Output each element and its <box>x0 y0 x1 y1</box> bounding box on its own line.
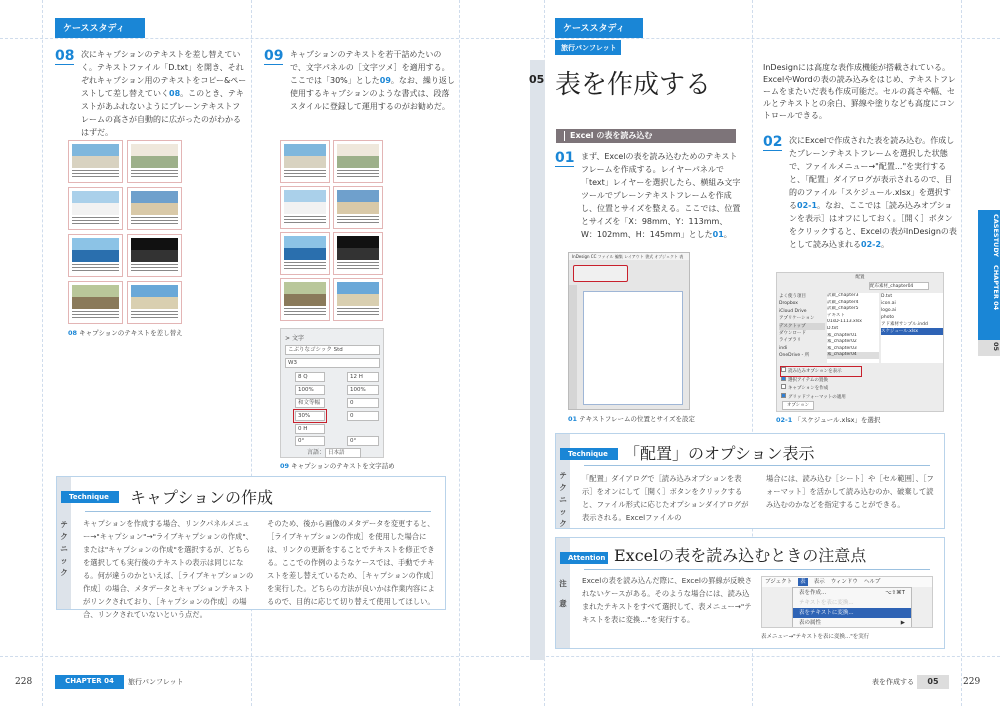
photo-thumbnail <box>127 140 182 183</box>
step-text: 。なお、ここでは［読み込みオプションを表示］はオフにしておく。［開く］ボタンをクリックすると、Excelの表がInDesignの表として読み込まれる <box>789 201 957 249</box>
tools-panel[interactable] <box>569 285 577 409</box>
menu-item[interactable]: 表の属性 ▶ <box>799 620 905 626</box>
caption-text: キャプションのテキストを差し替え <box>79 329 183 337</box>
step-text: キャプションのテキストを若干詰めたいので、文字パネルの［文字ツメ］を適用する。ここでは「30%」とした <box>290 50 450 85</box>
list-item[interactable]: 素_chapter04 <box>827 352 879 359</box>
step-number: 01 <box>555 150 575 166</box>
technique-text: 「配置」ダイアログで［読み込みオプションを表示］をオンにして［開く］ボタンをクリックすると、ファイル形式に応じたオプションダイアログが表示される。Excelファイルの <box>582 474 749 522</box>
list-item[interactable]: 01sD-1113.xlsx <box>827 319 862 325</box>
figure-ref: 09 <box>379 76 391 85</box>
option-checkbox[interactable]: 読み込みオプションを表示 <box>781 367 861 376</box>
panel-title-text: 文字 <box>291 335 304 342</box>
attention-badge: Attention <box>560 552 608 564</box>
attention-box <box>555 537 945 649</box>
caption-layout-figure <box>280 140 385 325</box>
chapter-badge: CHAPTER 04 <box>55 675 124 689</box>
font-field[interactable]: こぶりなゴシック Std <box>285 345 380 355</box>
page-number: 229 <box>963 677 981 687</box>
list-item[interactable]: 訳載_chapter5 <box>827 306 859 312</box>
page-number: 228 <box>15 677 33 687</box>
list-item[interactable]: アド素材サンプル.indd <box>881 322 928 327</box>
figure-caption <box>280 461 395 470</box>
list-item[interactable]: 素_chapter01 <box>827 332 857 338</box>
intro-text: InDesignには高度な表作成機能が搭載されている。ExcelやWordの表の読み込みをはじめ、テキストフレームをまたいだ表も作成可能だ。セルの高さや幅、セルとテキストとの余白、罫線や塗りなども高度にコントロールできる。 <box>763 63 956 120</box>
page-title: 表を作成する <box>555 70 712 100</box>
menu-bar-item[interactable]: ヘルプ <box>863 579 881 585</box>
step-08 <box>55 48 247 139</box>
figure-number: 09 <box>280 462 290 470</box>
list-item[interactable]: OneDrive - 所 <box>779 353 810 359</box>
menu-item[interactable]: テキストを表に変換... <box>799 600 854 606</box>
guide-line <box>0 38 1000 39</box>
guide-line <box>459 0 460 706</box>
photo-thumbnail <box>127 234 182 277</box>
guide-line <box>42 0 43 706</box>
caption-text: 「スケジュール.xlsx」を選択 <box>794 416 881 424</box>
list-item[interactable]: D.txt <box>827 325 839 331</box>
folder-select[interactable]: 配布素材_chapter04 <box>869 282 929 290</box>
dialog-title: 配置 <box>855 275 865 280</box>
header-tab: ケーススタディ <box>555 18 643 38</box>
figure-caption <box>68 328 183 337</box>
option-checkbox[interactable]: 選択アイテムの置換 <box>781 376 941 385</box>
baseline-field[interactable]: 0 H <box>295 424 325 434</box>
step-text: 次にキャプションのテキストを差し替えていく。テキストファイル「D.txt」を開き、それぞれキャプション用のテキストをコピー&ペーストして差し替えていく <box>81 50 247 98</box>
list-item[interactable]: ライブラリ <box>779 338 802 344</box>
photo-thumbnail <box>333 186 383 229</box>
dialog-sidebar <box>779 293 825 360</box>
header-tab: ケーススタディ <box>55 18 145 38</box>
subsection-title: Excel の表を読み込む <box>570 131 653 140</box>
technique-badge: Technique <box>61 491 119 503</box>
divider <box>584 569 930 570</box>
menu-bar-item[interactable]: 表 <box>800 579 806 585</box>
list-item[interactable]: logo.ai <box>881 308 896 313</box>
footer-title: 表を作成する <box>872 678 914 686</box>
side-label: テクニック <box>559 471 567 528</box>
step-text: 。このとき、テキストがあふれないようにプレーンテキストフレームの高さが自動的に広がったのがわかるはずだ。 <box>81 89 244 137</box>
technique-text: キャプションを作成する場合、リンクパネルメニュー→"キャプション"→"ライブキャプションの作成"、または"キャプションの作成"を選択するが、どちらを選択しても実行後のテキストの表示は同じになる。何が違うのかといえば、［ライブキャプションの作成］の場合、メタデータとキャプションテキストがリンクされており、［キャプションの作成］の場合、リンクされていないという点だ。 <box>83 519 254 619</box>
vscale-field[interactable]: 100% <box>295 385 325 395</box>
attention-title: Excelの表を読み込むときの注意点 <box>614 546 867 565</box>
caption-layout-figure <box>68 140 183 325</box>
list-item[interactable]: アプリケーション <box>779 316 815 322</box>
step-text: 次にExcelで作成された表を読み込む。作成したプレーンテキストフレームを選択した状態で、ファイルメニュー→"配置..."を実行すると、「配置」ダイアログが表示されるので、目的のファイル「スケジュール.xlsx」を選択する <box>789 136 955 210</box>
list-item[interactable]: iCloud Drive <box>779 308 807 314</box>
step-text: 。 <box>723 230 732 239</box>
figure-ref: 02-2 <box>861 240 882 249</box>
figure-number: 01 <box>568 415 578 423</box>
language-select[interactable]: 日本語 <box>325 448 361 458</box>
photo-thumbnail <box>68 187 123 230</box>
step-02 <box>763 134 957 251</box>
section-side-bar <box>530 60 545 660</box>
photo-thumbnail <box>280 232 330 275</box>
list-item[interactable]: Dropbox <box>779 301 798 307</box>
photo-thumbnail <box>333 232 383 275</box>
step-09 <box>264 48 456 113</box>
list-item[interactable]: ダウンロード <box>779 331 806 337</box>
technique-text: そのため、後から画像のメタデータを変更すると、［ライブキャプションの作成］を使用した場合には、リンクの更新をすることでテキストを修正できる。ここでの作例のようなケースでは、手動でテキストを差し替えているため、［キャプションの作成］を実行した。どちらの方法が良いかは作業内容によるので、目的に応じて切り替えて使用してほしい。 <box>267 519 435 606</box>
file-column <box>881 293 943 363</box>
style-field[interactable]: W3 <box>285 358 380 368</box>
step-number: 02 <box>763 134 783 150</box>
figure-ref: 01 <box>712 230 724 239</box>
option-checkbox[interactable]: グリッドフォーマットの適用 <box>781 393 941 402</box>
section-number: 05 <box>529 73 545 86</box>
caption-text: キャプションのテキストを文字詰め <box>291 462 395 470</box>
language-label: 言語： <box>307 449 326 456</box>
step-text: 。 <box>881 240 890 249</box>
folder-column <box>827 293 879 363</box>
menu-bar-item[interactable]: ブジェクト <box>765 579 793 585</box>
list-item[interactable]: indi <box>779 345 788 351</box>
figure-number: 02-1 <box>776 416 793 424</box>
list-item[interactable]: 訳載_chapter3 <box>827 293 859 298</box>
sub-tab: 旅行パンフレット <box>555 40 621 55</box>
photo-thumbnail <box>68 140 123 183</box>
list-item[interactable]: スケジュール.xlsx <box>881 328 943 335</box>
photo-thumbnail <box>127 281 182 324</box>
figure-ref: 02-1 <box>797 201 818 210</box>
photo-thumbnail <box>280 186 330 229</box>
menu-item[interactable]: 表をテキストに変換... <box>793 608 911 618</box>
subsection-header <box>556 129 736 143</box>
options-button[interactable]: オプション <box>782 401 814 410</box>
size-field[interactable]: 8 Q <box>295 372 325 382</box>
list-item[interactable]: 素_chapter03 <box>827 345 857 351</box>
divider <box>85 511 431 512</box>
technique-badge: Technique <box>560 448 618 460</box>
side-label: テクニック <box>60 520 68 577</box>
tracking-field[interactable]: 0 <box>347 398 379 408</box>
place-dialog <box>776 272 944 412</box>
figure-caption <box>568 414 695 423</box>
list-item[interactable]: 訳載_chapter4 <box>827 299 859 305</box>
photo-thumbnail <box>280 278 330 321</box>
figure-ref: 08 <box>169 89 181 98</box>
footer-section-number: 05 <box>917 675 949 689</box>
figure-caption: 表メニュー→"テキストを表に変換..."を実行 <box>761 634 870 640</box>
photo-thumbnail <box>333 278 383 321</box>
list-item[interactable]: D.txt <box>881 294 893 299</box>
table-menu-screenshot <box>761 576 933 628</box>
step-01 <box>555 150 742 241</box>
rotate-field[interactable]: 0° <box>295 436 325 446</box>
option-checkbox[interactable]: キャプションを作成 <box>781 384 941 393</box>
menu-bar-item[interactable]: 表示 <box>813 579 825 585</box>
technique-box <box>555 433 945 529</box>
list-item[interactable]: photo <box>881 315 894 320</box>
kerning-field[interactable]: 和文等幅 <box>295 398 325 408</box>
technique-text: 場合には、読み込む［シート］や［セル範囲］、［フォーマット］を活かして読み込むのか、破棄して読み込むのかなどを指定することができる。 <box>766 474 934 509</box>
list-item[interactable]: 素_chapter02 <box>827 339 857 345</box>
divider <box>584 465 930 466</box>
chapter-title: 旅行パンフレット <box>128 678 184 686</box>
list-item[interactable]: テキスト <box>827 312 845 318</box>
edge-label: CHAPTER 04 <box>992 264 1000 311</box>
photo-thumbnail <box>280 140 330 183</box>
technique-title: キャプションの作成 <box>130 488 274 507</box>
list-item[interactable]: よく使う項目 <box>779 294 806 299</box>
panel-title: > 文字 <box>285 335 304 342</box>
edge-num: 05 <box>978 340 1000 356</box>
table-menu <box>792 587 912 628</box>
tsume-field[interactable]: 30% <box>295 411 325 421</box>
figure-number: 08 <box>68 329 78 337</box>
edge-tab <box>978 210 1000 340</box>
guide-line <box>0 656 1000 657</box>
photo-thumbnail <box>68 234 123 277</box>
character-panel <box>280 328 384 458</box>
figure-caption <box>776 415 880 424</box>
photo-thumbnail <box>127 187 182 230</box>
text-frame[interactable] <box>583 291 683 405</box>
step-text: 。なお、繰り返し使用するキャプションのような書式は、段落スタイルに登録して運用するのがお勧めだ。 <box>290 76 455 111</box>
list-item[interactable]: デスクトップ <box>779 323 825 330</box>
list-item[interactable]: icon.ai <box>881 301 896 306</box>
language-row[interactable] <box>307 448 361 458</box>
caption-text: テキストフレームの位置とサイズを設定 <box>579 415 696 423</box>
step-number: 09 <box>264 48 284 64</box>
step-number: 08 <box>55 48 75 64</box>
technique-title: 「配置」のオプション表示 <box>624 444 815 463</box>
leading-field[interactable]: 12 H <box>347 372 379 382</box>
menu-item[interactable]: 表を作成... ⌥⇧⌘T <box>799 590 905 596</box>
menu-bar-item[interactable]: ウィンドウ <box>830 579 858 585</box>
indesign-screenshot <box>568 252 690 410</box>
guide-line <box>961 0 962 706</box>
menu-bar: InDesign CC ファイル 編集 レイアウト 書式 オブジェクト 表 <box>569 253 689 260</box>
photo-thumbnail <box>68 281 123 324</box>
aki-field[interactable]: 0 <box>347 411 379 421</box>
technique-box <box>56 476 446 619</box>
edge-label: CASESTUDY <box>992 214 1000 257</box>
dialog-options <box>781 367 941 401</box>
step-text: まず、Excelの表を読み込むためのテキストフレームを作成する。レイヤーパネルで「text」レイヤーを選択したら、横組み文字ツールでプレーンテキストフレームを作成し、位置とサイズを整える。ここでは、位置とサイズを「X：98mm、Y：113mm、W：102mm、H：145mm」とした <box>581 152 741 239</box>
hscale-field[interactable]: 100% <box>347 385 379 395</box>
menu-bar <box>762 577 932 587</box>
photo-thumbnail <box>333 140 383 183</box>
attention-text: Excelの表を読み込んだ際に、Excelの罫線が反映されないケースがある。そのような場合には、読み込まれたテキストをすべて選択して、表メニュー→"テキストを表に変換..."を実行する。 <box>582 576 753 624</box>
side-label: 注意 <box>559 579 567 608</box>
skew-field[interactable]: 0° <box>347 436 379 446</box>
position-size-fields[interactable] <box>573 265 628 282</box>
